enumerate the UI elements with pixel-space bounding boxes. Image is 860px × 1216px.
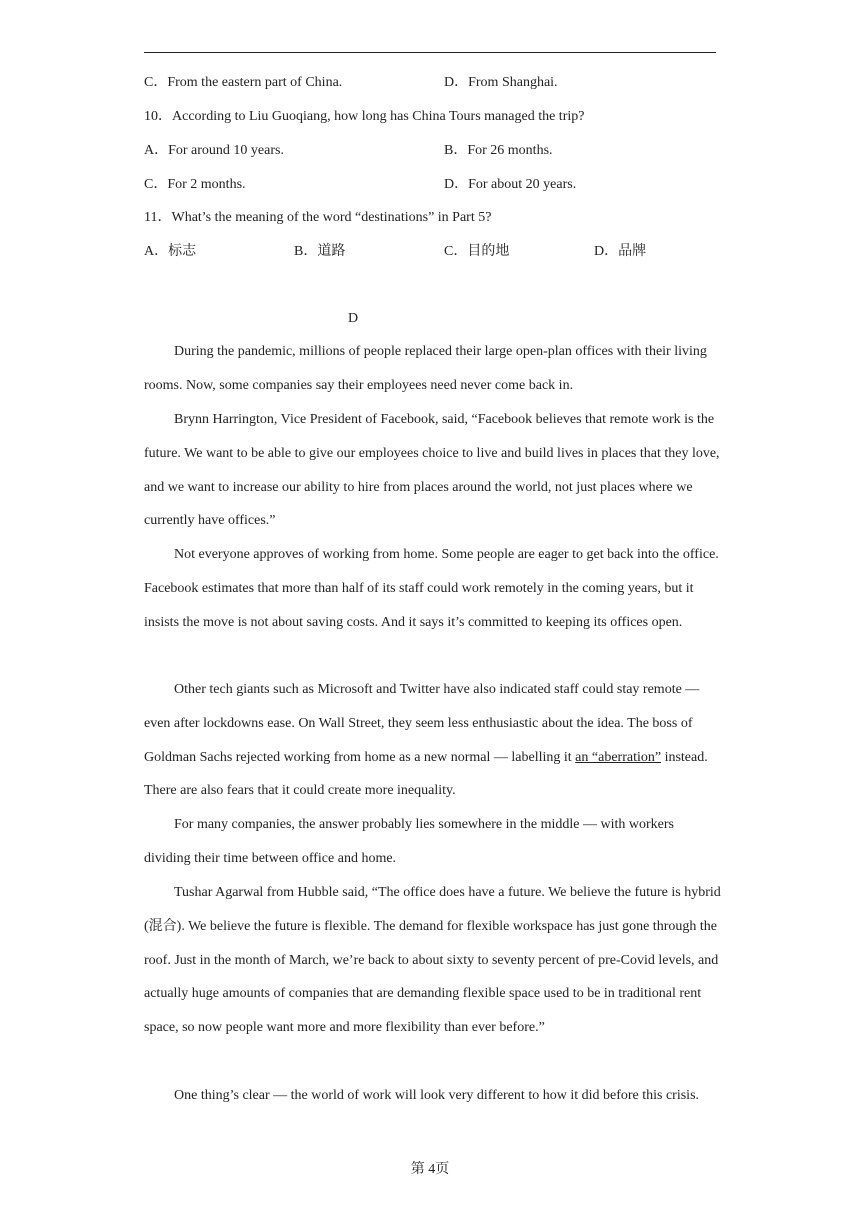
page-number: 第 4页	[410, 1162, 450, 1177]
passage-paragraph-3: Not everyone approves of working from home. Some people are eager to get back into the office. Facebook estimates that more than half of its staff could work remotely in the coming years, but it insists the move is not about saving costs. And it says it’s committed to keeping its offices open.	[144, 547, 719, 630]
passage-letter: D	[348, 311, 359, 326]
q9-option-c: C．From the eastern part of China.	[144, 75, 343, 90]
q11-option-a: A．标志	[144, 244, 197, 259]
passage-paragraph-5: For many companies, the answer probably lies somewhere in the middle — with workers dividing their time between office and home.	[144, 817, 674, 866]
q11-question: 11．What’s the meaning of the word “destinations” in Part 5?	[144, 210, 492, 225]
q11-option-d: D．品牌	[594, 244, 647, 259]
passage-paragraph-7: One thing’s clear — the world of work will look very different to how it did before this crisis.	[174, 1088, 700, 1103]
q10-option-c: C．For 2 months.	[144, 177, 246, 192]
q10-question: 10．According to Liu Guoqiang, how long has China Tours managed the trip?	[144, 109, 585, 124]
passage-paragraph-6: Tushar Agarwal from Hubble said, “The office does have a future. We believe the future is hybrid (混合). We believe the future is flexible. The demand for flexible workspace has just gone through the roof. Just in the month of March, we’re back to about sixty to seventy percent of pre-Covid levels, and actually huge amounts of companies that are demanding flexible space used to be in traditional rent space, so now people want more and more flexibility than ever before.”	[144, 885, 721, 1036]
q11-option-c: C．目的地	[444, 244, 510, 259]
passage-paragraph-4	[144, 673, 724, 808]
paragraph-4-text-before: Other tech giants such as Microsoft and Twitter have also indicated staff could stay remote — even after lockdowns ease. On Wall Street, they seem less enthusiastic about the idea. The boss of Goldman Sachs rejected working from home as a new normal — labelling it	[144, 682, 700, 765]
header-rule	[144, 52, 716, 53]
q10-option-d: D．For about 20 years.	[444, 177, 577, 192]
underlined-term-aberration: an “aberration”	[575, 749, 662, 765]
passage-paragraph-1: During the pandemic, millions of people replaced their large open-plan offices with their living rooms. Now, some companies say their employees need never come back in.	[144, 344, 707, 393]
passage-paragraph-2: Brynn Harrington, Vice President of Facebook, said, “Facebook believes that remote work is the future. We want to be able to give our employees choice to live and build lives in places that they love, and we want to increase our ability to hire from places around the world, not just places where we currently have offices.”	[144, 412, 720, 529]
q9-option-d: D．From Shanghai.	[444, 75, 558, 90]
q11-option-b: B．道路	[294, 244, 346, 259]
q10-option-a: A．For around 10 years.	[144, 143, 284, 158]
paragraph-4-text-after: instead. There are also fears that it could create more inequality.	[144, 749, 708, 799]
q10-option-b: B．For 26 months.	[444, 143, 553, 158]
